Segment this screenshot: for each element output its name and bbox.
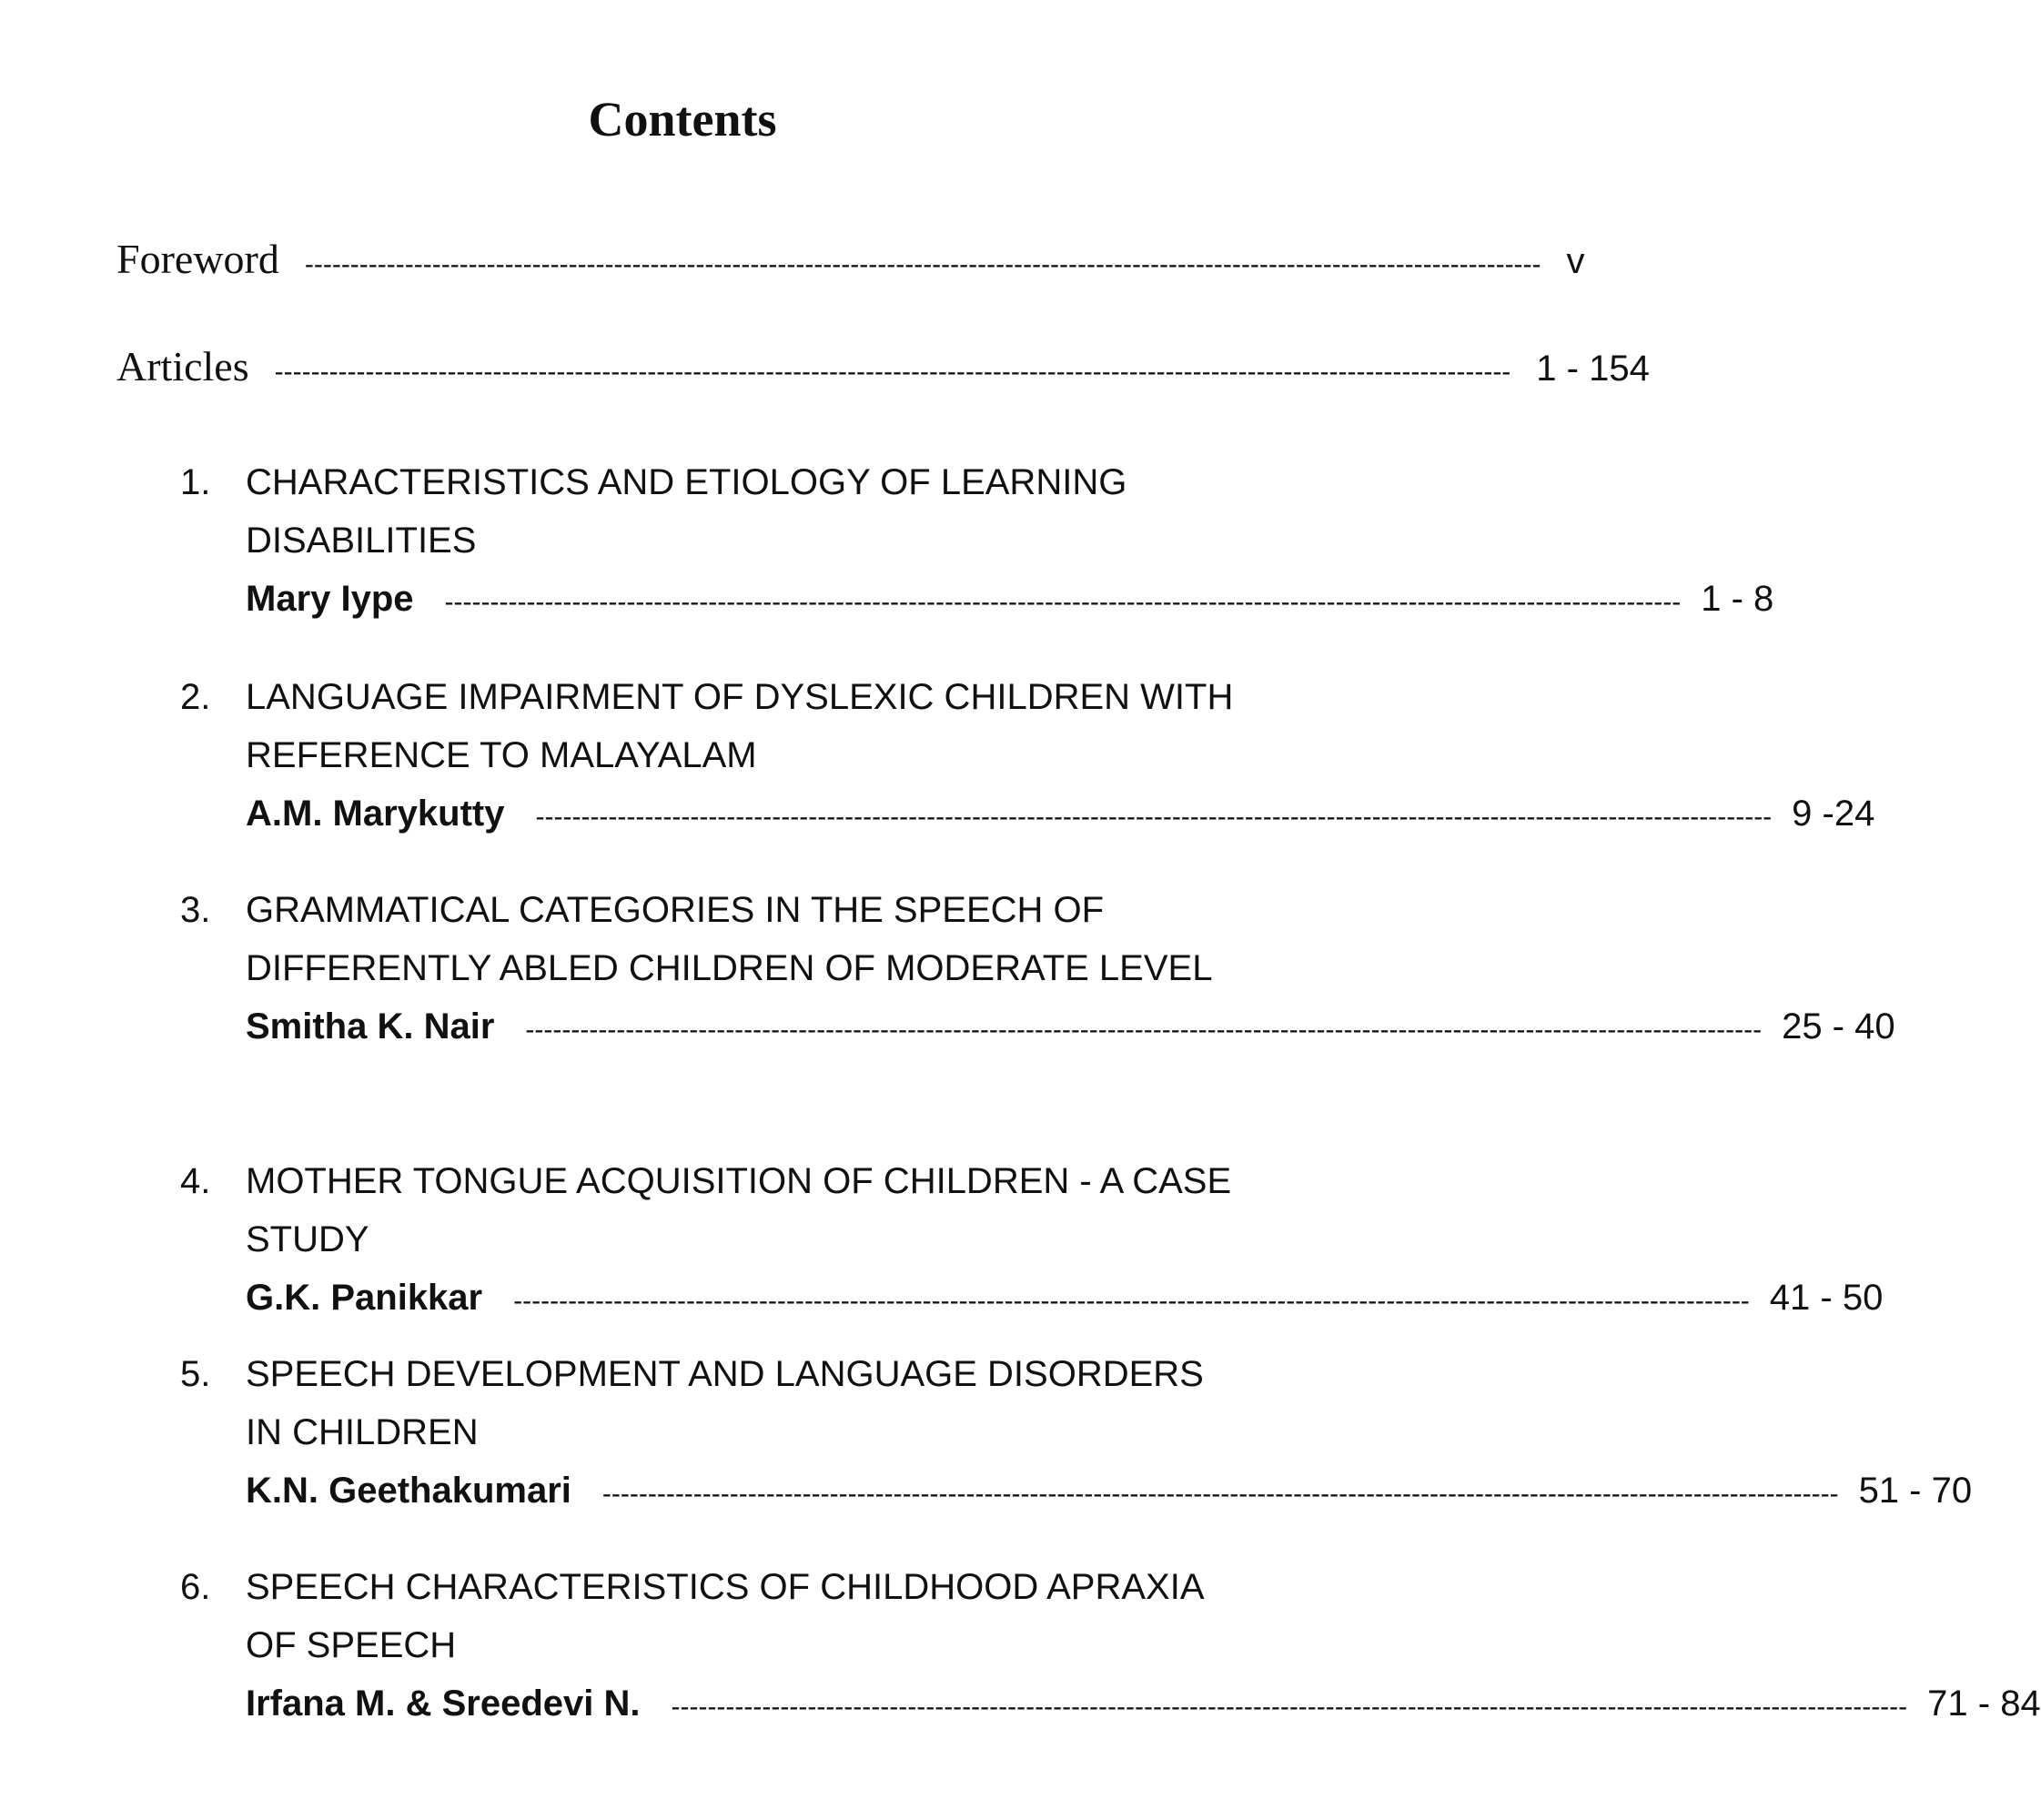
- toc-entry-foreword: [116, 235, 1585, 283]
- article-author: K.N. Geethakumari: [246, 1471, 571, 1511]
- toc-article-2: [180, 668, 1875, 846]
- article-title: SPEECH CHARACTERISTICS OF CHILDHOOD APRAXIA OF SPEECH: [246, 1567, 1203, 1665]
- toc-article-4: [180, 1152, 1884, 1330]
- article-number: 3.: [180, 890, 211, 930]
- dot-leader: ----------------------------------------------------------------------------------------------------------------------------------------: [274, 357, 1511, 387]
- article-number: 2.: [180, 677, 211, 717]
- article-author: A.M. Marykutty: [246, 794, 505, 834]
- article-pages: 71 - 84: [1927, 1684, 2041, 1724]
- dot-leader: ----------------------------------------------------------------------------------------------------------------------------------------: [304, 249, 1541, 279]
- article-pages: 51 - 70: [1858, 1471, 1973, 1511]
- article-author: Mary Iype: [246, 579, 414, 619]
- article-pages: 9 -24: [1792, 794, 1875, 834]
- dot-leader: ----------------------------------------------------------------------------------------------------------------------------------------: [671, 1692, 1908, 1722]
- toc-pages: v: [1566, 241, 1585, 281]
- article-title: MOTHER TONGUE ACQUISITION OF CHILDREN - A CASE STUDY: [246, 1161, 1232, 1259]
- article-number: 4.: [180, 1161, 211, 1201]
- article-pages: 25 - 40: [1782, 1006, 1895, 1046]
- article-title: CHARACTERISTICS AND ETIOLOGY OF LEARNING DISABILITIES: [246, 462, 1127, 561]
- page-title: Contents: [588, 92, 777, 147]
- article-title: LANGUAGE IMPAIRMENT OF DYSLEXIC CHILDREN WITH REFERENCE TO MALAYALAM: [246, 677, 1234, 775]
- dot-leader: ----------------------------------------------------------------------------------------------------------------------------------------: [525, 1015, 1763, 1045]
- dot-leader: ----------------------------------------------------------------------------------------------------------------------------------------: [444, 587, 1682, 617]
- toc-article-6: [180, 1558, 2041, 1736]
- toc-entry-articles: [116, 342, 1650, 390]
- dot-leader: ----------------------------------------------------------------------------------------------------------------------------------------: [535, 802, 1773, 832]
- toc-pages: 1 - 154: [1536, 349, 1650, 389]
- article-number: 1.: [180, 462, 211, 502]
- article-number: 5.: [180, 1354, 211, 1394]
- toc-article-5: [180, 1345, 1973, 1523]
- toc-article-3: [180, 881, 1895, 1059]
- article-pages: 41 - 50: [1769, 1278, 1884, 1318]
- dot-leader: ----------------------------------------------------------------------------------------------------------------------------------------: [601, 1479, 1839, 1509]
- toc-article-1: [180, 453, 1774, 632]
- article-pages: 1 - 8: [1701, 579, 1774, 619]
- article-author: Irfana M. & Sreedevi N.: [246, 1684, 641, 1724]
- toc-label: Articles: [116, 343, 249, 389]
- article-number: 6.: [180, 1567, 211, 1607]
- toc-label: Foreword: [116, 236, 279, 282]
- dot-leader: ----------------------------------------------------------------------------------------------------------------------------------------: [513, 1286, 1750, 1316]
- article-title: SPEECH DEVELOPMENT AND LANGUAGE DISORDERS IN CHILDREN: [246, 1354, 1204, 1452]
- article-title: GRAMMATICAL CATEGORIES IN THE SPEECH OF DIFFERENTLY ABLED CHILDREN OF MODERATE LEVEL: [246, 890, 1213, 988]
- article-author: Smitha K. Nair: [246, 1006, 495, 1046]
- article-author: G.K. Panikkar: [246, 1278, 483, 1318]
